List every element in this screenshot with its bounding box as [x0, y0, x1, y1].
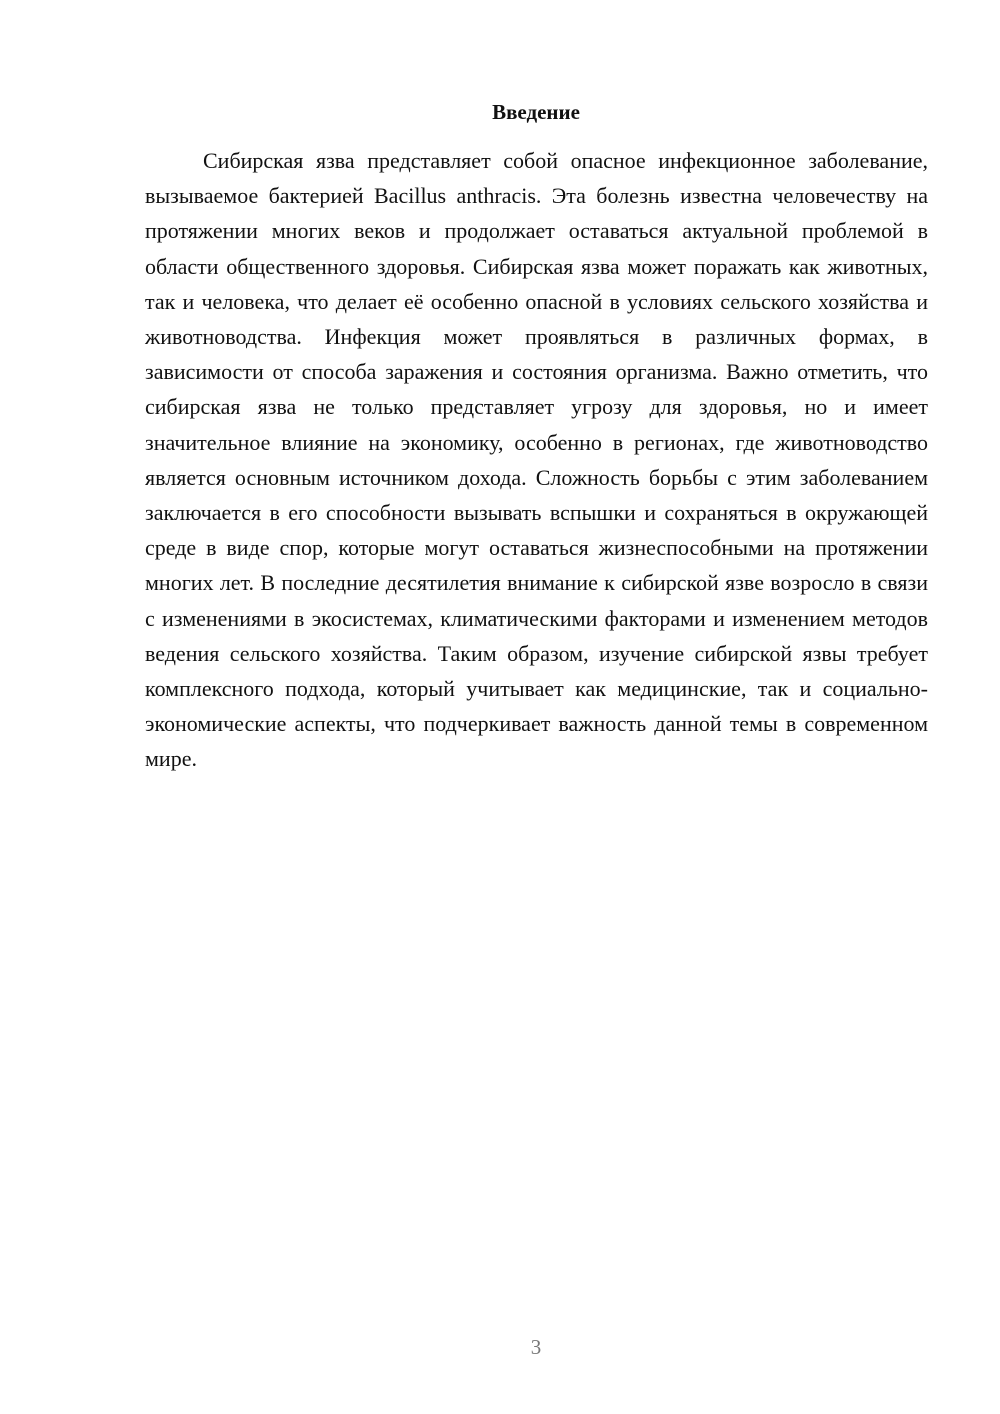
page-number: 3 [530, 1335, 542, 1359]
intro-paragraph: Сибирская язва представляет собой опасное инфекционное заболевание, вызываемое бактерией Bacillus anthracis. Эта болезнь известна человечеству на протяжении многих веков и продолжает оставаться актуальной проблемой в области общественного здоровья. Сибирская язва может поражать как животных, так и человека, что делает её особенно опасной в условиях сельского хозяйства и животноводства. Инфекция может проявляться в различных формах, в зависимости от способа заражения и состояния организма. Важно отметить, что сибирская язва не только представляет угрозу для здоровья, но и имеет значительное влияние на экономику, особенно в регионах, где животноводство является основным источником дохода. Сложность борьбы с этим заболеванием заключается в его способности вызывать вспышки и сохраняться в окружающей среде в виде спор, которые могут оставаться жизнеспособными на протяжении многих лет. В последние десятилетия внимание к сибирской язве возросло в связи с изменениями в экосистемах, климатическими факторами и изменением методов ведения сельского хозяйства. Таким образом, изучение сибирской язвы требует комплексного подхода, который учитывает как медицинские, так и социально-экономические аспекты, что подчеркивает важность данной темы в современном мире. [145, 148, 928, 772]
page-title: Введение [492, 100, 580, 124]
